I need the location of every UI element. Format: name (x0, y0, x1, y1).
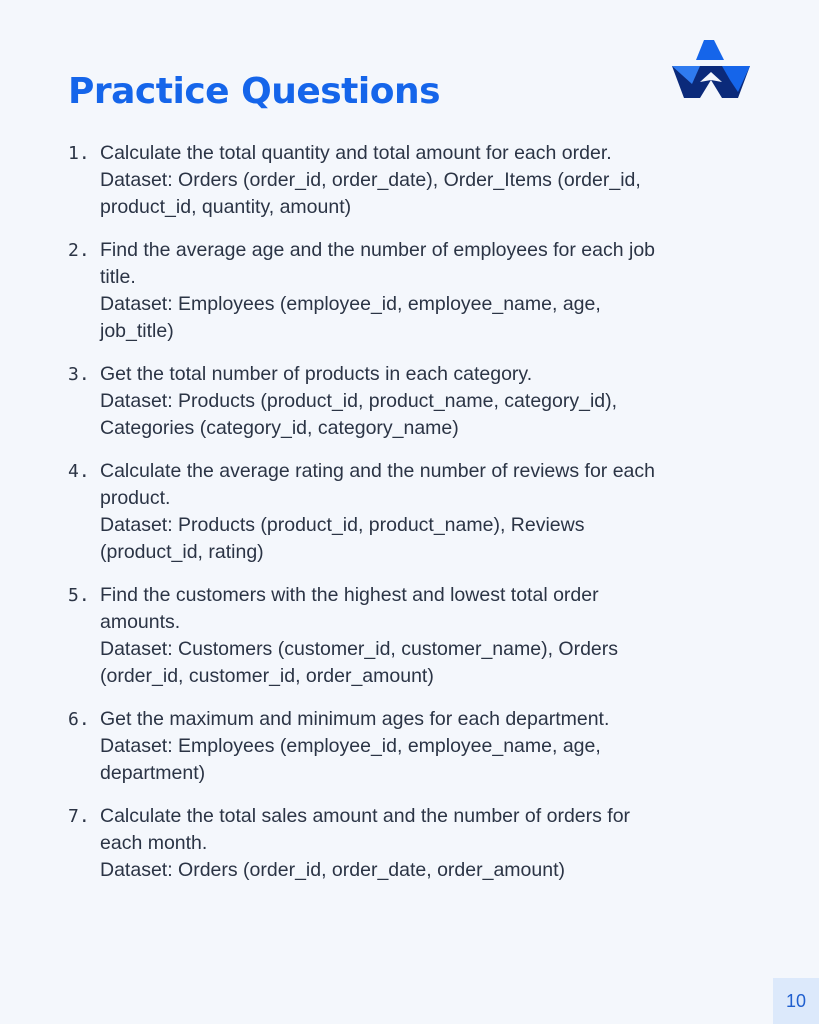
question-line: Calculate the total quantity and total amount for each order. (100, 142, 612, 164)
question-item (68, 237, 758, 345)
question-number: 2. (68, 240, 90, 261)
question-number: 1. (68, 143, 90, 164)
question-line: product_id, quantity, amount) (100, 196, 352, 218)
question-line: (order_id, customer_id, order_amount) (100, 665, 434, 687)
question-line: Dataset: Employees (employee_id, employee_name, age, (100, 735, 601, 757)
question-line: (product_id, rating) (100, 541, 264, 563)
brand-logo-icon (670, 36, 752, 100)
question-text (100, 361, 758, 442)
question-line: Get the total number of products in each category. (100, 363, 533, 385)
question-line: Get the maximum and minimum ages for each department. (100, 708, 610, 730)
question-item (68, 706, 758, 787)
question-line: Dataset: Employees (employee_id, employee_name, age, (100, 293, 601, 315)
question-text (100, 140, 758, 221)
question-line: Dataset: Products (product_id, product_name), Reviews (100, 514, 585, 536)
question-item (68, 361, 758, 442)
question-line: Dataset: Orders (order_id, order_date, order_amount) (100, 859, 565, 881)
question-line: Dataset: Customers (customer_id, customer_name), Orders (100, 638, 619, 660)
question-line: Categories (category_id, category_name) (100, 417, 459, 439)
question-line: title. (100, 266, 136, 288)
question-text (100, 237, 758, 345)
question-text (100, 706, 758, 787)
question-item (68, 582, 758, 690)
question-line: Dataset: Products (product_id, product_name, category_id), (100, 390, 618, 412)
question-text (100, 803, 758, 884)
question-number: 6. (68, 709, 90, 730)
question-text (100, 458, 758, 566)
question-item (68, 803, 758, 884)
question-list (68, 140, 758, 900)
page-number: 10 (773, 978, 819, 1024)
question-line: Find the customers with the highest and lowest total order (100, 584, 599, 606)
question-line: product. (100, 487, 171, 509)
question-line: each month. (100, 832, 208, 854)
question-number: 3. (68, 364, 90, 385)
question-item (68, 458, 758, 566)
question-number: 5. (68, 585, 90, 606)
question-line: Dataset: Orders (order_id, order_date), Order_Items (order_id, (100, 169, 641, 191)
question-line: amounts. (100, 611, 181, 633)
question-number: 4. (68, 461, 90, 482)
question-line: Find the average age and the number of employees for each job (100, 239, 656, 261)
question-line: Calculate the average rating and the number of reviews for each (100, 460, 655, 482)
question-line: Calculate the total sales amount and the number of orders for (100, 805, 631, 827)
page-title: Practice Questions (68, 71, 441, 112)
question-line: department) (100, 762, 206, 784)
question-text (100, 582, 758, 690)
question-number: 7. (68, 806, 90, 827)
question-item (68, 140, 758, 221)
question-line: job_title) (100, 320, 174, 342)
